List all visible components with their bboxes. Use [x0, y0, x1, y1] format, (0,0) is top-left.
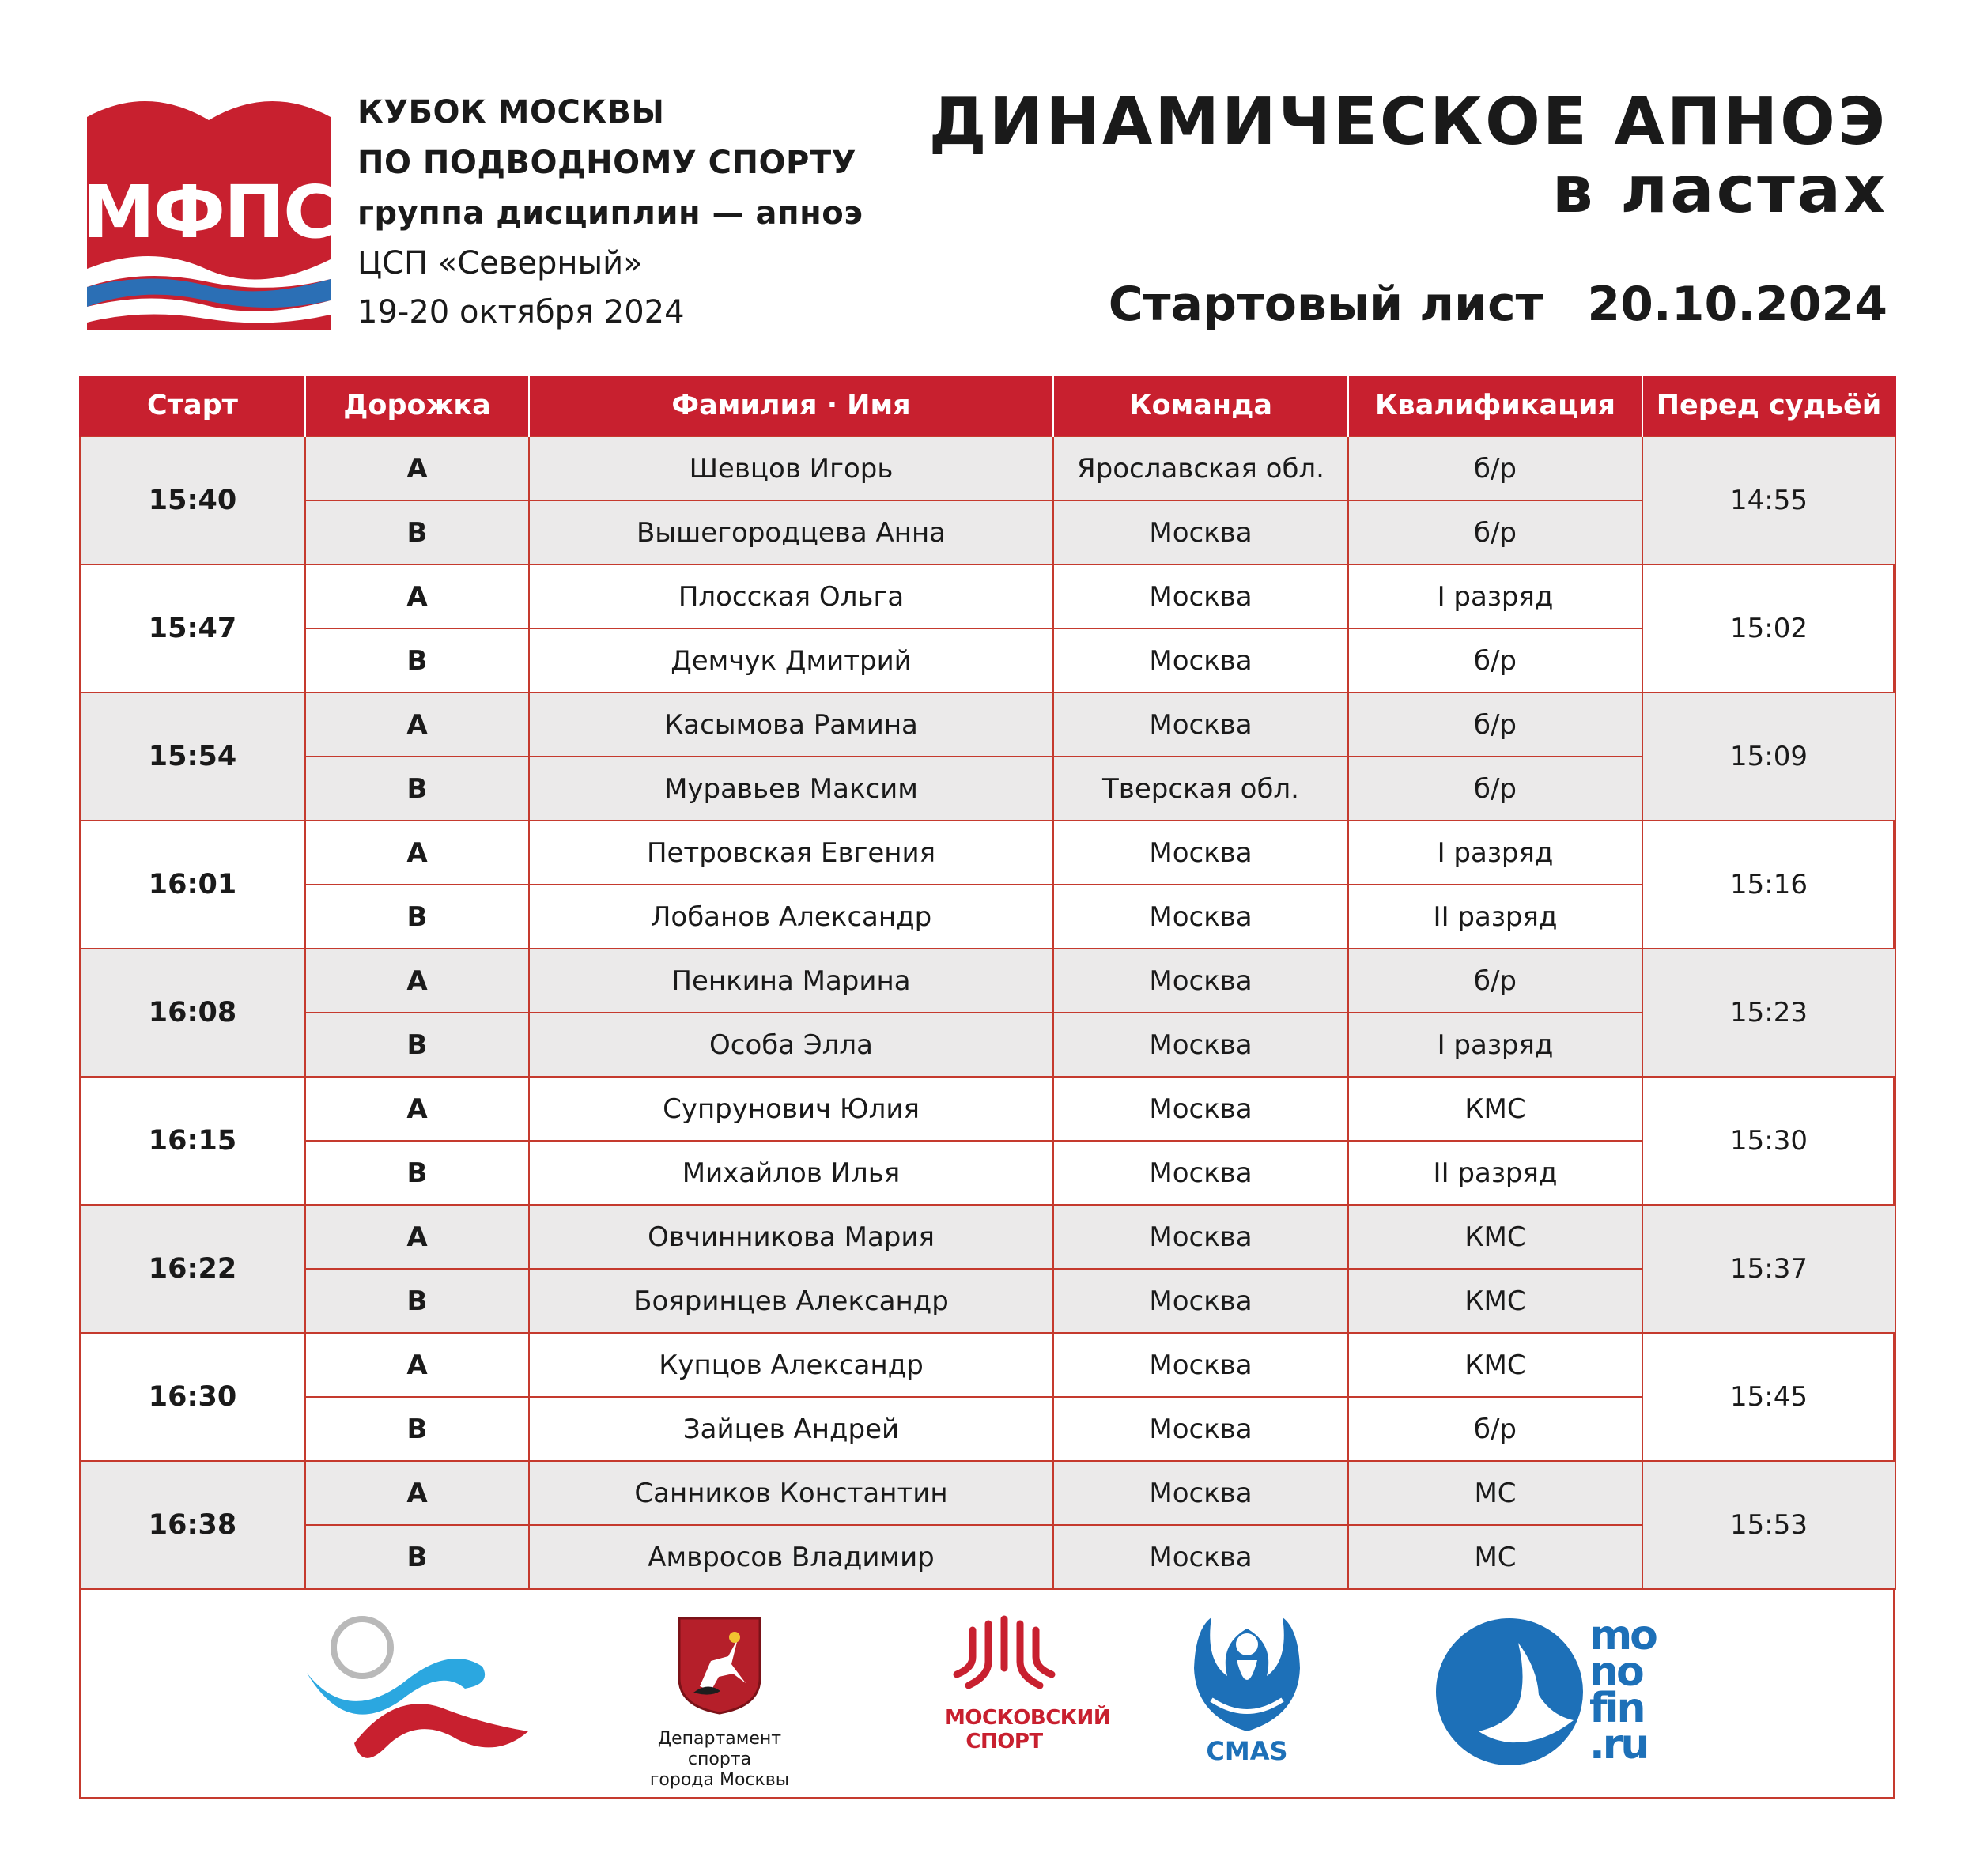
- lane: A: [305, 1461, 529, 1525]
- judge-time: 14:55: [1642, 436, 1895, 564]
- table-row: [80, 1141, 1895, 1205]
- dept-caption-line2: города Москвы: [649, 1770, 790, 1790]
- event-title-line3: группа дисциплин — апноэ: [357, 195, 863, 232]
- table-row: [80, 1077, 1895, 1141]
- team: Москва: [1053, 1461, 1348, 1525]
- table-row: [80, 885, 1895, 949]
- discipline-title: [928, 85, 1887, 228]
- team: Москва: [1053, 1077, 1348, 1141]
- table-header: [80, 376, 1895, 436]
- team: Москва: [1053, 1525, 1348, 1589]
- heat-start-time: 16:30: [80, 1333, 305, 1461]
- start-sheet-heading: [1109, 277, 1887, 332]
- judge-time: 15:09: [1642, 693, 1895, 821]
- team: Москва: [1053, 693, 1348, 757]
- heat-start-time: 16:22: [80, 1205, 305, 1333]
- athlete-name: Зайцев Андрей: [529, 1397, 1053, 1461]
- team: Москва: [1053, 564, 1348, 628]
- table-row: [80, 821, 1895, 885]
- table-row: [80, 1205, 1895, 1269]
- monofin-wordmark: [1589, 1612, 1684, 1768]
- dept-caption-line1: Департамент спорта: [657, 1729, 782, 1769]
- lane: B: [305, 1013, 529, 1077]
- athlete-name: Овчинникова Мария: [529, 1205, 1053, 1269]
- lane: A: [305, 949, 529, 1013]
- judge-time: 15:02: [1642, 564, 1895, 693]
- qualification: I разряд: [1348, 1013, 1642, 1077]
- qualification: б/р: [1348, 436, 1642, 500]
- svg-text:МФПС: МФПС: [87, 170, 331, 255]
- judge-time: 15:23: [1642, 949, 1895, 1077]
- lane: A: [305, 693, 529, 757]
- col-header-start: Старт: [80, 376, 305, 436]
- team: Москва: [1053, 1269, 1348, 1333]
- team: Москва: [1053, 885, 1348, 949]
- judge-time: 15:37: [1642, 1205, 1895, 1333]
- lane: B: [305, 1397, 529, 1461]
- table-row: [80, 1333, 1895, 1397]
- monofin-logo: [1433, 1613, 1591, 1771]
- table-row: [80, 1269, 1895, 1333]
- lane: A: [305, 1077, 529, 1141]
- lane: B: [305, 757, 529, 821]
- lane: B: [305, 1525, 529, 1589]
- table-row: [80, 564, 1895, 628]
- table-row: [80, 436, 1895, 500]
- judge-time: 15:16: [1642, 821, 1895, 949]
- monofin-word-2: no: [1589, 1648, 1642, 1696]
- qualification: б/р: [1348, 1397, 1642, 1461]
- lane: A: [305, 1333, 529, 1397]
- monofin-word-1: mo: [1589, 1612, 1656, 1659]
- heat-start-time: 16:38: [80, 1461, 305, 1589]
- team: Ярославская обл.: [1053, 436, 1348, 500]
- start-list-table: [79, 376, 1896, 1590]
- dept-sport-caption: [626, 1729, 813, 1791]
- athlete-name: Санников Константин: [529, 1461, 1053, 1525]
- table-row: [80, 1397, 1895, 1461]
- sheet-label: Стартовый лист: [1108, 277, 1543, 332]
- qualification: КМС: [1348, 1077, 1642, 1141]
- judge-time: 15:53: [1642, 1461, 1895, 1589]
- athlete-name: Петровская Евгения: [529, 821, 1053, 885]
- qualification: КМС: [1348, 1269, 1642, 1333]
- athlete-name: Бояринцев Александр: [529, 1269, 1053, 1333]
- col-header-judge-time: Перед судьёй: [1642, 376, 1895, 436]
- qualification: I разряд: [1348, 821, 1642, 885]
- monofin-word-3: fin: [1589, 1685, 1644, 1732]
- heat-start-time: 16:15: [80, 1077, 305, 1205]
- athlete-name: Супрунович Юлия: [529, 1077, 1053, 1141]
- qualification: б/р: [1348, 500, 1642, 564]
- team: Москва: [1053, 628, 1348, 693]
- team: Москва: [1053, 500, 1348, 564]
- qualification: КМС: [1348, 1205, 1642, 1269]
- athlete-name: Амвросов Владимир: [529, 1525, 1053, 1589]
- event-info: [357, 87, 863, 337]
- qualification: б/р: [1348, 949, 1642, 1013]
- col-header-qualification: Квалификация: [1348, 376, 1642, 436]
- qualification: МС: [1348, 1461, 1642, 1525]
- heat-start-time: 16:08: [80, 949, 305, 1077]
- athlete-name: Особа Элла: [529, 1013, 1053, 1077]
- lane: B: [305, 885, 529, 949]
- qualification: МС: [1348, 1525, 1642, 1589]
- lane: B: [305, 500, 529, 564]
- table-row: [80, 693, 1895, 757]
- athlete-name: Купцов Александр: [529, 1333, 1053, 1397]
- cmas-label: CMAS: [1206, 1736, 1288, 1766]
- athlete-name: Касымова Рамина: [529, 693, 1053, 757]
- team: Москва: [1053, 949, 1348, 1013]
- qualification: б/р: [1348, 693, 1642, 757]
- mfps-logo: [87, 93, 331, 330]
- athlete-name: Михайлов Илья: [529, 1141, 1053, 1205]
- event-title-line1: КУБОК МОСКВЫ: [357, 94, 665, 130]
- event-title-line2: ПО ПОДВОДНОМУ СПОРТУ: [357, 145, 856, 181]
- table-row: [80, 628, 1895, 693]
- event-venue: ЦСП «Северный»: [357, 245, 643, 281]
- col-header-team: Команда: [1053, 376, 1348, 436]
- cmas-logo: [1188, 1613, 1306, 1771]
- moscow-sport-line1: МОСКОВСКИЙ: [945, 1706, 1111, 1730]
- table-row: [80, 949, 1895, 1013]
- lane: B: [305, 628, 529, 693]
- lane: A: [305, 436, 529, 500]
- qualification: б/р: [1348, 628, 1642, 693]
- qualification: КМС: [1348, 1333, 1642, 1397]
- event-dates: 19-20 октября 2024: [357, 294, 685, 330]
- qualification: I разряд: [1348, 564, 1642, 628]
- qualification: II разряд: [1348, 885, 1642, 949]
- lane: A: [305, 1205, 529, 1269]
- table-row: [80, 500, 1895, 564]
- table-row: [80, 1013, 1895, 1077]
- team: Тверская обл.: [1053, 757, 1348, 821]
- heat-start-time: 15:40: [80, 436, 305, 564]
- moscow-coat-of-arms-icon: [676, 1615, 763, 1716]
- judge-time: 15:45: [1642, 1333, 1895, 1461]
- sheet-date: 20.10.2024: [1587, 277, 1887, 332]
- col-header-name: Фамилия · Имя: [529, 376, 1053, 436]
- table-row: [80, 1461, 1895, 1525]
- heat-start-time: 16:01: [80, 821, 305, 949]
- moscow-sport-line2: СПОРТ: [965, 1730, 1043, 1753]
- team: Москва: [1053, 1333, 1348, 1397]
- athlete-name: Шевцов Игорь: [529, 436, 1053, 500]
- qualification: б/р: [1348, 757, 1642, 821]
- team: Москва: [1053, 1013, 1348, 1077]
- qualification: II разряд: [1348, 1141, 1642, 1205]
- judge-time: 15:30: [1642, 1077, 1895, 1205]
- moscow-sport-logo: [945, 1613, 1111, 1771]
- table-row: [80, 1525, 1895, 1589]
- lane: B: [305, 1269, 529, 1333]
- athlete-name: Вышегородцева Анна: [529, 500, 1053, 564]
- heat-start-time: 15:54: [80, 693, 305, 821]
- lane: A: [305, 564, 529, 628]
- lane: B: [305, 1141, 529, 1205]
- discipline-line2: в ластах: [1551, 153, 1887, 228]
- col-header-lane: Дорожка: [305, 376, 529, 436]
- athlete-name: Муравьев Максим: [529, 757, 1053, 821]
- athlete-name: Плосская Ольга: [529, 564, 1053, 628]
- table-row: [80, 757, 1895, 821]
- athlete-name: Демчук Дмитрий: [529, 628, 1053, 693]
- athlete-name: Лобанов Александр: [529, 885, 1053, 949]
- athlete-name: Пенкина Марина: [529, 949, 1053, 1013]
- federation-wave-logo: [299, 1613, 536, 1771]
- team: Москва: [1053, 821, 1348, 885]
- monofin-word-4: .ru: [1589, 1721, 1648, 1768]
- discipline-line1: ДИНАМИЧЕСКОЕ АПНОЭ: [928, 85, 1887, 160]
- team: Москва: [1053, 1205, 1348, 1269]
- heat-start-time: 15:47: [80, 564, 305, 693]
- lane: A: [305, 821, 529, 885]
- team: Москва: [1053, 1397, 1348, 1461]
- team: Москва: [1053, 1141, 1348, 1205]
